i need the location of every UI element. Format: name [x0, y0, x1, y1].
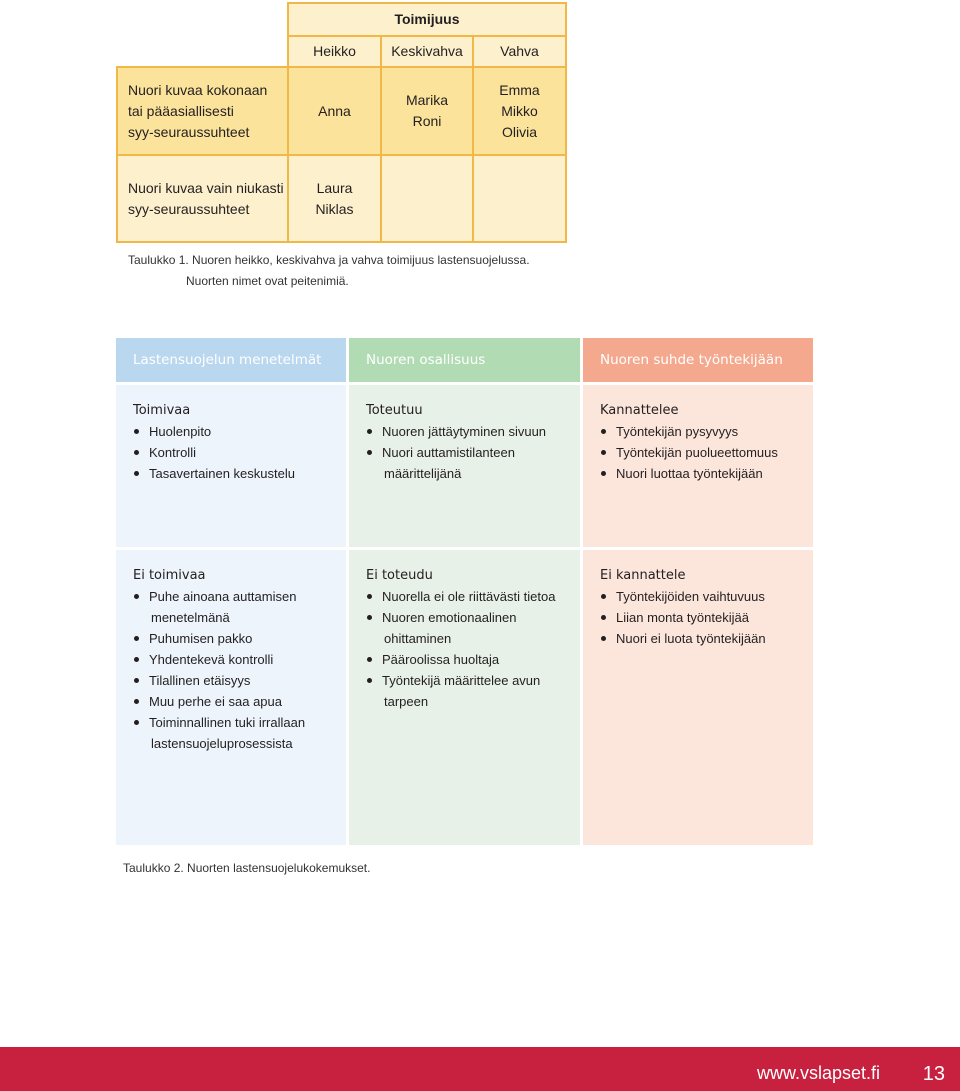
item-text-continued: määrittelijänä	[384, 466, 462, 481]
item-text: Liian monta työntekijää	[616, 610, 749, 625]
item-text: Työntekijän pysyvyys	[616, 424, 739, 439]
table1-row1-label	[116, 66, 289, 156]
cell-kannattelee	[583, 385, 813, 547]
table1-col-vahva	[472, 35, 567, 68]
name-entry: Roni	[412, 113, 442, 129]
column-label: Keskivahva	[391, 43, 463, 59]
table2-caption	[123, 858, 370, 879]
table1-col-keskivahva	[380, 35, 474, 68]
item-text: Puhe ainoana auttamisen	[149, 589, 297, 604]
column-label: Vahva	[500, 43, 539, 59]
item-text: Nuori auttamistilanteen	[382, 445, 515, 460]
list-item	[600, 421, 803, 442]
item-text: Yhdentekevä kontrolli	[149, 652, 274, 667]
item-text: Nuoren jättäytyminen sivuun	[382, 424, 547, 439]
name-entry: Mikko	[501, 102, 538, 119]
caption-line: Nuorten nimet ovat peitenimiä.	[186, 274, 349, 288]
item-text: Puhumisen pakko	[149, 631, 253, 646]
caption-line: Taulukko 2. Nuorten lastensuojelukokemukset.	[123, 861, 371, 875]
item-text: Huolenpito	[149, 424, 212, 439]
item-text-continued: lastensuojeluprosessista	[151, 736, 293, 751]
cell-title: Ei toimivaa	[133, 568, 206, 583]
bullet-list	[600, 586, 803, 649]
row-label-line: Nuori kuvaa vain niukasti	[128, 179, 284, 196]
list-item	[133, 628, 336, 649]
item-text: Tasavertainen keskustelu	[149, 466, 295, 481]
row-label-line: tai pääasiallisesti	[128, 102, 234, 119]
table1-row2-heikko	[287, 154, 382, 243]
list-item	[600, 586, 803, 607]
item-text: Työntekijöiden vaihtuvuus	[616, 589, 765, 604]
page-number: 13	[922, 1063, 945, 1085]
list-item	[600, 628, 803, 649]
list-item	[133, 421, 336, 442]
item-text: Nuorella ei ole riittävästi tietoa	[382, 589, 556, 604]
item-text: Nuori ei luota työntekijään	[616, 631, 766, 646]
list-item	[366, 421, 570, 442]
name-entry: Emma	[499, 81, 540, 98]
row-label-line: Nuori kuvaa kokonaan	[128, 81, 268, 98]
name-entry: Laura	[316, 179, 353, 196]
table1-row2-keskivahva	[380, 154, 474, 243]
list-item	[133, 463, 336, 484]
item-text-continued: tarpeen	[384, 694, 429, 709]
list-item	[366, 649, 570, 670]
item-text: Työntekijä määrittelee avun	[382, 673, 541, 688]
item-text: Toiminnallinen tuki irrallaan	[149, 715, 306, 730]
cell-title: Toimivaa	[133, 403, 191, 418]
list-item	[600, 607, 803, 628]
table1-header-title	[287, 2, 567, 37]
item-text-continued: ohittaminen	[384, 631, 452, 646]
name-entry: Niklas	[315, 200, 354, 217]
page-footer	[0, 1047, 960, 1091]
bullet-list	[366, 421, 570, 484]
item-text: Työntekijän puolueettomuus	[616, 445, 778, 460]
list-item	[133, 712, 336, 754]
bullet-list	[600, 421, 803, 484]
cell-ei-toteudu	[349, 550, 580, 845]
cell-ei-toimivaa	[116, 550, 346, 845]
item-text-continued: menetelmänä	[151, 610, 230, 625]
table1-row2-label	[116, 154, 289, 243]
header-participation	[349, 338, 580, 382]
item-text: Muu perhe ei saa apua	[149, 694, 282, 709]
header-label: Nuoren suhde työntekijään	[600, 352, 783, 368]
row-label-line: syy-seuraussuhteet	[128, 200, 250, 217]
cell-title: Ei kannattele	[600, 568, 686, 583]
item-text: Nuoren emotionaalinen	[382, 610, 517, 625]
table1-col-heikko	[287, 35, 382, 68]
list-item	[133, 691, 336, 712]
list-item	[366, 670, 570, 712]
footer-url: www.vslapset.fi	[756, 1063, 880, 1083]
caption-line: Taulukko 1. Nuoren heikko, keskivahva ja vahva toimijuus lastensuojelussa.	[128, 253, 530, 267]
list-item	[133, 649, 336, 670]
cell-title: Toteutuu	[366, 403, 423, 418]
cell-toteutuu	[349, 385, 580, 547]
list-item	[366, 607, 570, 649]
item-text: Pääroolissa huoltaja	[382, 652, 500, 667]
item-text: Tilallinen etäisyys	[149, 673, 251, 688]
name-entry: Marika	[405, 92, 448, 108]
list-item	[133, 670, 336, 691]
header-methods	[116, 338, 346, 382]
table1-row1-heikko	[287, 66, 382, 156]
item-text: Kontrolli	[149, 445, 196, 460]
header-label: Nuoren osallisuus	[366, 352, 486, 368]
header-relationship	[583, 338, 813, 382]
list-item	[366, 442, 570, 484]
bullet-list	[133, 586, 336, 754]
list-item	[133, 586, 336, 628]
name-entry: Olivia	[501, 123, 537, 140]
column-label: Heikko	[313, 43, 356, 59]
table1-header-title-text: Toimijuus	[394, 11, 460, 27]
header-label: Lastensuojelun menetelmät	[133, 352, 322, 368]
table1-row1-vahva	[472, 66, 567, 156]
list-item	[133, 442, 336, 463]
table1-row2-vahva	[472, 154, 567, 243]
cell-title: Ei toteudu	[366, 568, 433, 583]
table1-row1-keskivahva	[380, 66, 474, 156]
list-item	[600, 442, 803, 463]
cell-ei-kannattele	[583, 550, 813, 845]
list-item	[600, 463, 803, 484]
bullet-list	[366, 586, 570, 712]
list-item	[366, 586, 570, 607]
name-entry: Anna	[318, 102, 351, 119]
table1-caption	[128, 250, 530, 292]
bullet-list	[133, 421, 336, 484]
row-label-line: syy-seuraussuhteet	[128, 123, 250, 140]
item-text: Nuori luottaa työntekijään	[616, 466, 763, 481]
cell-toimivaa	[116, 385, 346, 547]
cell-title: Kannattelee	[600, 403, 679, 418]
